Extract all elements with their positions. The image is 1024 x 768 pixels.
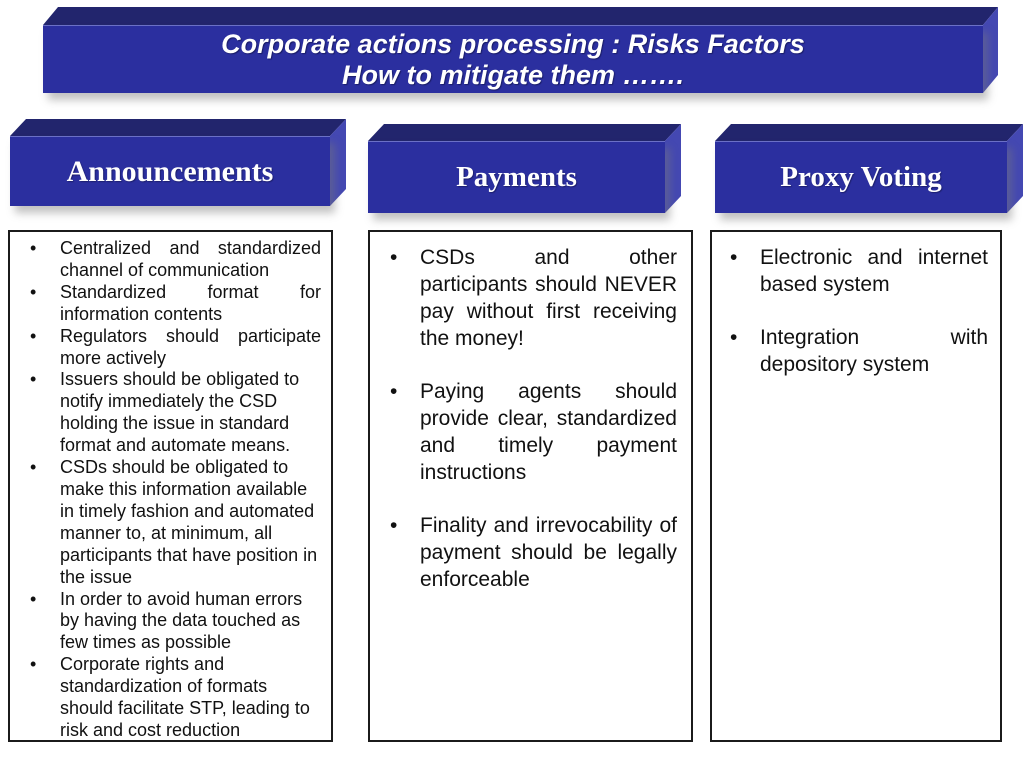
bullet-text: Paying agents should provide clear, standardized and timely payment instructions	[420, 380, 677, 484]
content-box-payments	[368, 230, 693, 742]
content-box-proxy-voting	[710, 230, 1002, 742]
bullet-text: Issuers should be obligated to notify immediately the CSD holding the issue in standard format and automate means.	[60, 369, 300, 456]
bullet-marker: •	[30, 369, 37, 390]
bullet-marker: •	[30, 325, 37, 346]
bullet-marker: •	[390, 380, 398, 403]
bullet-item	[10, 589, 331, 655]
bullet-text: CSDs should be obligated to make this information available in timely fashion and automated manner to, at minimum, all participants that have position in the issue	[60, 457, 318, 587]
bullet-text: Corporate rights and standardization of formats should facilitate STP, leading to risk and cost reduction	[60, 654, 310, 740]
bullet-item	[10, 369, 331, 457]
bullet-text: Standardized format for information contents	[60, 281, 321, 324]
bullet-text: Electronic and internet based system	[760, 246, 988, 296]
header-front-face	[715, 141, 1007, 213]
header-front-face	[368, 141, 665, 213]
bullet-item	[370, 512, 691, 619]
bullet-marker: •	[30, 457, 37, 478]
bullet-marker: •	[30, 238, 37, 258]
bullet-text: Regulators should participate more actively	[60, 325, 321, 368]
bullet-item	[10, 654, 331, 742]
content-box-announcements	[8, 230, 333, 742]
header-top-face	[715, 124, 1023, 141]
bullet-text: CSDs and other participants should NEVER pay without first receiving the money!	[420, 246, 677, 350]
bullet-item	[712, 244, 1000, 324]
slide-title-line-1: Corporate actions processing : Risks Factors	[221, 28, 805, 59]
bullet-item	[10, 326, 331, 370]
bullet-marker: •	[390, 246, 398, 269]
bullet-text: Integration with depository system	[760, 326, 988, 376]
bullet-item	[10, 457, 331, 588]
banner-front-face	[43, 25, 983, 93]
bullet-item	[712, 324, 1000, 404]
header-box-proxy-voting	[715, 124, 1023, 213]
header-box-payments	[368, 124, 681, 213]
bullet-marker: •	[30, 281, 37, 302]
bullet-item	[370, 378, 691, 512]
header-label-payments: Payments	[456, 161, 577, 193]
bullet-item	[370, 244, 691, 378]
bullet-item	[10, 282, 331, 326]
bullet-marker: •	[30, 588, 37, 609]
banner-top-face	[43, 7, 998, 25]
bullet-marker: •	[390, 514, 398, 537]
header-front-face	[10, 136, 330, 206]
title-banner	[43, 7, 998, 93]
bullet-text: Centralized and standardized channel of communication	[60, 238, 321, 280]
bullet-item	[10, 238, 331, 282]
bullet-marker: •	[730, 246, 738, 269]
header-box-announcements	[10, 119, 346, 206]
slide-title-line-2: How to mitigate them …….	[341, 59, 684, 90]
bullet-marker: •	[730, 326, 738, 349]
bullet-text: Finality and irrevocability of payment should be legally enforceable	[420, 514, 677, 591]
header-top-face	[10, 119, 346, 136]
bullet-text: In order to avoid human errors by having the data touched as few times as possible	[60, 588, 303, 653]
header-label-announcements: Announcements	[66, 154, 274, 188]
header-label-proxy-voting: Proxy Voting	[780, 161, 942, 193]
header-top-face	[368, 124, 681, 141]
bullet-marker: •	[30, 654, 37, 675]
